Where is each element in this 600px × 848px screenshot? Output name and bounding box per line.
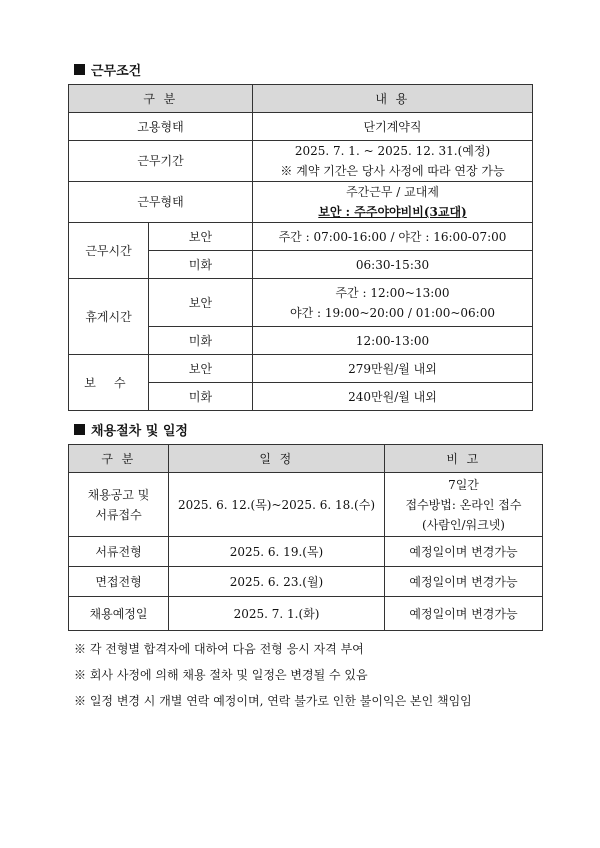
work-period-note: ※ 계약 기간은 당사 사정에 따라 연장 가능 bbox=[280, 164, 505, 178]
pay-label: 보 수 bbox=[69, 355, 149, 411]
work-form-line1: 주간근무 / 교대제 bbox=[346, 185, 439, 199]
work-period-cell bbox=[253, 141, 533, 182]
table-row bbox=[69, 355, 533, 383]
employment-type-label: 고용형태 bbox=[69, 113, 253, 141]
remark-line2: 접수방법: 온라인 접수 bbox=[405, 497, 522, 512]
table-row bbox=[69, 567, 543, 597]
pay-security-value: 279만원/월 내외 bbox=[253, 355, 533, 383]
work-form-label: 근무형태 bbox=[69, 182, 253, 223]
work-form-line2: 보안 : 주주야야비비(3교대) bbox=[318, 205, 467, 219]
pay-cleaning-label: 미화 bbox=[149, 383, 253, 411]
header-category: 구 분 bbox=[69, 85, 253, 113]
section-title-work-conditions bbox=[74, 60, 141, 79]
section-title-text: 채용절차 및 일정 bbox=[91, 424, 188, 439]
note-item: ※ 회사 사정에 의해 채용 절차 및 일정은 변경될 수 있음 bbox=[74, 668, 368, 682]
table-row bbox=[69, 597, 543, 631]
stage-line1: 채용공고 및 bbox=[87, 487, 150, 502]
header-stage: 구 분 bbox=[69, 445, 169, 473]
stage-value: 서류전형 bbox=[69, 537, 169, 567]
work-hours-security-label: 보안 bbox=[149, 223, 253, 251]
stage-cell bbox=[69, 473, 169, 537]
header-content: 내 용 bbox=[253, 85, 533, 113]
notes-list bbox=[74, 636, 472, 714]
pay-security-label: 보안 bbox=[149, 355, 253, 383]
work-form-cell bbox=[253, 182, 533, 223]
stage-value: 면접전형 bbox=[69, 567, 169, 597]
remark-value: 예정일이며 변경가능 bbox=[385, 567, 543, 597]
remark-line3: (사람인/워크넷) bbox=[422, 517, 505, 532]
break-time-security-line2: 야간 : 19:00~20:00 / 01:00~06:00 bbox=[290, 305, 495, 320]
schedule-value: 2025. 6. 19.(목) bbox=[169, 537, 385, 567]
header-schedule: 일 정 bbox=[169, 445, 385, 473]
section-title-text: 근무조건 bbox=[91, 64, 142, 79]
work-hours-cleaning-value: 06:30-15:30 bbox=[253, 251, 533, 279]
schedule-value: 2025. 6. 23.(월) bbox=[169, 567, 385, 597]
remark-line1: 7일간 bbox=[448, 477, 479, 492]
table-header-row bbox=[69, 85, 533, 113]
recruitment-schedule-table bbox=[68, 444, 543, 631]
work-period-value: 2025. 7. 1. ~ 2025. 12. 31.(예정) bbox=[294, 144, 491, 158]
table-header-row bbox=[69, 445, 543, 473]
break-time-security-cell bbox=[253, 279, 533, 327]
schedule-value: 2025. 7. 1.(화) bbox=[169, 597, 385, 631]
remark-value: 예정일이며 변경가능 bbox=[385, 597, 543, 631]
note-item: ※ 각 전형별 합격자에 대하여 다음 전형 응시 자격 부여 bbox=[74, 642, 364, 656]
break-time-label: 휴게시간 bbox=[69, 279, 149, 355]
work-hours-label: 근무시간 bbox=[69, 223, 149, 279]
break-time-security-label: 보안 bbox=[149, 279, 253, 327]
table-row bbox=[69, 473, 543, 537]
work-period-label: 근무기간 bbox=[69, 141, 253, 182]
square-bullet-icon bbox=[74, 64, 85, 75]
stage-line2: 서류접수 bbox=[95, 507, 142, 522]
break-time-cleaning-label: 미화 bbox=[149, 327, 253, 355]
table-row bbox=[69, 141, 533, 182]
table-row bbox=[69, 279, 533, 327]
break-time-cleaning-value: 12:00-13:00 bbox=[253, 327, 533, 355]
break-time-security-line1: 주간 : 12:00~13:00 bbox=[335, 285, 450, 300]
table-row bbox=[69, 182, 533, 223]
header-remark: 비 고 bbox=[385, 445, 543, 473]
table-row bbox=[69, 113, 533, 141]
work-hours-security-value: 주간 : 07:00-16:00 / 야간 : 16:00-07:00 bbox=[253, 223, 533, 251]
table-row bbox=[69, 537, 543, 567]
table-row bbox=[69, 223, 533, 251]
employment-type-value: 단기계약직 bbox=[253, 113, 533, 141]
pay-cleaning-value: 240만원/월 내외 bbox=[253, 383, 533, 411]
schedule-value: 2025. 6. 12.(목)~2025. 6. 18.(수) bbox=[169, 473, 385, 537]
note-item: ※ 일정 변경 시 개별 연락 예정이며, 연락 불가로 인한 불이익은 본인 책임임 bbox=[74, 694, 472, 708]
work-hours-cleaning-label: 미화 bbox=[149, 251, 253, 279]
square-bullet-icon bbox=[74, 424, 85, 435]
stage-value: 채용예정일 bbox=[69, 597, 169, 631]
work-conditions-table bbox=[68, 84, 533, 411]
remark-cell bbox=[385, 473, 543, 537]
remark-value: 예정일이며 변경가능 bbox=[385, 537, 543, 567]
section-title-recruitment bbox=[74, 420, 188, 439]
